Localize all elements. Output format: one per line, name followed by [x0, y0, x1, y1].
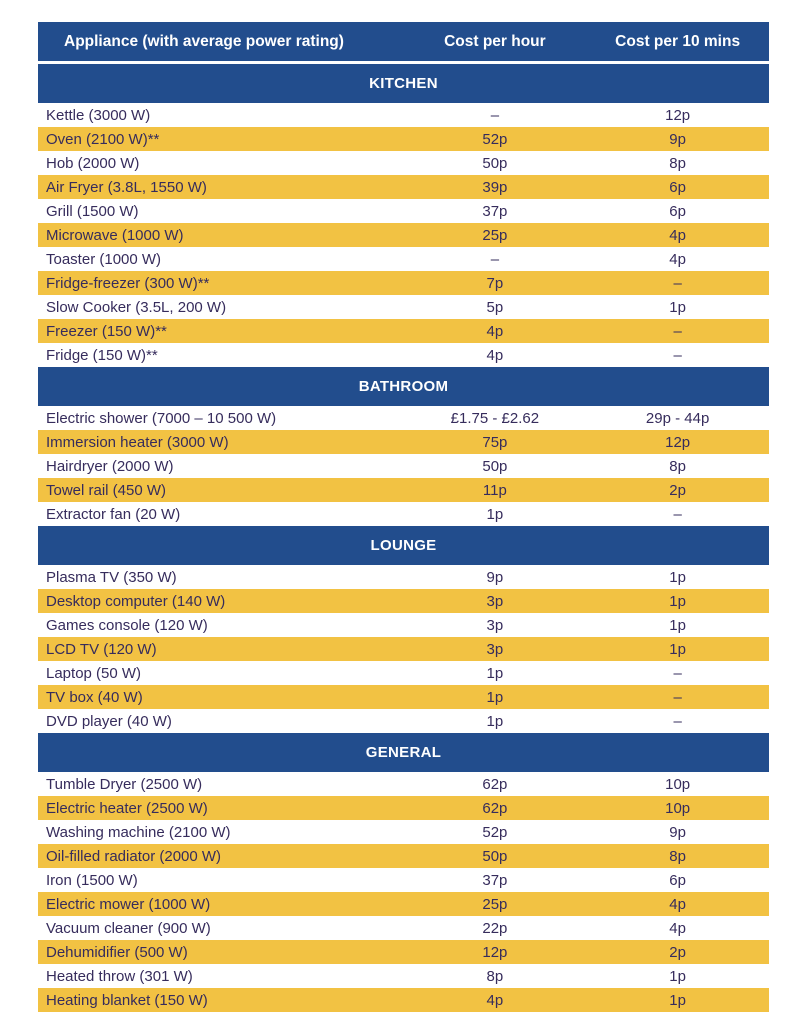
table-row — [38, 478, 769, 502]
appliance-table-body — [38, 64, 769, 1012]
section-header-kitchen: KITCHEN — [38, 64, 769, 103]
cost-per-10-mins-cell: 4p — [669, 226, 686, 244]
cost-per-10-mins-cell: 8p — [669, 457, 686, 475]
cost-per-hour-cell: – — [490, 250, 500, 268]
cost-per-10-mins-cell: – — [673, 505, 682, 523]
cost-per-10-mins-cell: – — [673, 664, 682, 682]
table-row — [38, 964, 769, 988]
cost-per-10-mins-cell: 12p — [665, 433, 691, 451]
appliance-cell: Extractor fan (20 W) — [46, 505, 181, 523]
appliance-cell: Hob (2000 W) — [46, 154, 140, 172]
cost-per-10-mins-cell: 29p - 44p — [645, 409, 710, 427]
appliance-cell: Oven (2100 W)** — [46, 130, 160, 148]
cost-per-hour-cell: 1p — [486, 505, 504, 523]
cost-per-10-mins-cell: 6p — [669, 202, 686, 220]
cost-per-hour-cell: 1p — [486, 712, 504, 730]
appliance-cell: Vacuum cleaner (900 W) — [46, 919, 211, 937]
cost-per-hour-cell: 4p — [486, 991, 504, 1009]
appliance-cell: Fridge-freezer (300 W)** — [46, 274, 210, 292]
table-row — [38, 709, 769, 733]
appliance-cell: Oil-filled radiator (2000 W) — [46, 847, 222, 865]
cost-per-10-mins-cell: – — [673, 322, 682, 340]
appliance-cell: Heated throw (301 W) — [46, 967, 193, 985]
cost-per-10-mins-cell: 6p — [669, 871, 686, 889]
appliance-cell: LCD TV (120 W) — [46, 640, 157, 658]
cost-per-10-mins-cell: 1p — [669, 967, 686, 985]
cost-per-10-mins-cell: 12p — [665, 106, 691, 124]
cost-per-10-mins-cell: 10p — [665, 799, 691, 817]
cost-per-10-mins-cell: 8p — [669, 847, 686, 865]
table-row — [38, 868, 769, 892]
appliance-cell: DVD player (40 W) — [46, 712, 172, 730]
cost-per-hour-cell: 25p — [482, 226, 508, 244]
appliance-cell: Immersion heater (3000 W) — [46, 433, 229, 451]
cost-per-hour-cell: 50p — [482, 847, 508, 865]
table-row — [38, 661, 769, 685]
cost-per-10-mins-cell: 8p — [669, 154, 686, 172]
cost-per-hour-cell: 8p — [486, 967, 504, 985]
cost-per-hour-cell: 52p — [482, 823, 508, 841]
table-row — [38, 343, 769, 367]
cost-per-10-mins-cell: 1p — [669, 991, 686, 1009]
appliance-cell: Microwave (1000 W) — [46, 226, 184, 244]
table-row — [38, 454, 769, 478]
cost-per-10-mins-cell: 2p — [669, 943, 686, 961]
cost-per-10-mins-cell: 10p — [665, 775, 691, 793]
column-header-appliance: Appliance (with average power rating) — [64, 32, 344, 50]
cost-per-hour-cell: 75p — [482, 433, 508, 451]
appliance-cell: Electric shower (7000 – 10 500 W) — [46, 409, 277, 427]
cost-per-hour-cell: 50p — [482, 154, 508, 172]
cost-per-hour-cell: 1p — [486, 664, 504, 682]
cost-per-10-mins-cell: 9p — [669, 130, 686, 148]
cost-per-10-mins-cell: 4p — [669, 895, 686, 913]
cost-per-hour-cell: 37p — [482, 202, 508, 220]
cost-per-hour-cell: 52p — [482, 130, 508, 148]
appliance-cell: Washing machine (2100 W) — [46, 823, 231, 841]
appliance-cell: Air Fryer (3.8L, 1550 W) — [46, 178, 207, 196]
cost-per-hour-cell: 12p — [482, 943, 508, 961]
cost-per-hour-cell: 4p — [486, 346, 504, 364]
cost-per-hour-cell: 5p — [486, 298, 504, 316]
table-row — [38, 271, 769, 295]
cost-per-10-mins-cell: 1p — [669, 592, 686, 610]
appliance-cell: Iron (1500 W) — [46, 871, 138, 889]
table-row — [38, 319, 769, 343]
table-row — [38, 844, 769, 868]
section-header-bathroom: BATHROOM — [38, 367, 769, 406]
table-row — [38, 247, 769, 271]
table-header-row — [38, 22, 769, 61]
table-row — [38, 103, 769, 127]
column-header-cost-per-10-mins: Cost per 10 mins — [615, 32, 741, 50]
table-row — [38, 430, 769, 454]
cost-per-10-mins-cell: 2p — [669, 481, 686, 499]
table-row — [38, 820, 769, 844]
cost-per-10-mins-cell: – — [673, 688, 682, 706]
cost-per-10-mins-cell: 1p — [669, 568, 686, 586]
cost-per-hour-cell: 37p — [482, 871, 508, 889]
cost-per-10-mins-cell: 1p — [669, 640, 686, 658]
section-header-lounge: LOUNGE — [38, 526, 769, 565]
cost-per-10-mins-cell: 4p — [669, 250, 686, 268]
table-row — [38, 892, 769, 916]
table-row — [38, 406, 769, 430]
appliance-cell: Dehumidifier (500 W) — [46, 943, 188, 961]
cost-per-hour-cell: 22p — [482, 919, 508, 937]
appliance-cell: Grill (1500 W) — [46, 202, 139, 220]
table-row — [38, 502, 769, 526]
cost-per-10-mins-cell: – — [673, 346, 682, 364]
table-row — [38, 151, 769, 175]
table-row — [38, 940, 769, 964]
cost-per-hour-cell: 11p — [482, 481, 507, 499]
table-row — [38, 772, 769, 796]
appliance-cell: Toaster (1000 W) — [46, 250, 162, 268]
cost-per-hour-cell: 3p — [486, 616, 504, 634]
cost-per-hour-cell: 9p — [486, 568, 504, 586]
cost-per-10-mins-cell: 9p — [669, 823, 686, 841]
appliance-cell: Fridge (150 W)** — [46, 346, 158, 364]
cost-per-hour-cell: 50p — [482, 457, 508, 475]
table-row — [38, 127, 769, 151]
table-row — [38, 988, 769, 1012]
cost-per-10-mins-cell: 4p — [669, 919, 686, 937]
cost-per-hour-cell: 62p — [482, 775, 508, 793]
appliance-cell: Freezer (150 W)** — [46, 322, 167, 340]
appliance-cell: Plasma TV (350 W) — [46, 568, 177, 586]
appliance-cell: Towel rail (450 W) — [46, 481, 167, 499]
appliance-cell: Electric heater (2500 W) — [46, 799, 208, 817]
cost-per-hour-cell: 4p — [486, 322, 504, 340]
cost-per-hour-cell: 3p — [486, 640, 504, 658]
table-row — [38, 295, 769, 319]
table-row — [38, 223, 769, 247]
table-row — [38, 589, 769, 613]
cost-per-10-mins-cell: 1p — [669, 298, 686, 316]
cost-per-hour-cell: 3p — [486, 592, 504, 610]
cost-per-hour-cell: 25p — [482, 895, 508, 913]
cost-per-hour-cell: 39p — [482, 178, 508, 196]
cost-per-hour-cell: 1p — [486, 688, 504, 706]
cost-per-10-mins-cell: 1p — [669, 616, 686, 634]
table-row — [38, 685, 769, 709]
appliance-cost-table — [38, 22, 769, 1012]
cost-per-hour-cell: – — [490, 106, 500, 124]
cost-per-10-mins-cell: – — [673, 712, 682, 730]
appliance-cell: Kettle (3000 W) — [46, 106, 151, 124]
appliance-cell: Tumble Dryer (2500 W) — [46, 775, 203, 793]
section-header-general: GENERAL — [38, 733, 769, 772]
column-header-cost-per-hour: Cost per hour — [444, 32, 546, 50]
cost-per-hour-cell: 62p — [482, 799, 508, 817]
appliance-cell: Desktop computer (140 W) — [46, 592, 226, 610]
appliance-cell: Heating blanket (150 W) — [46, 991, 208, 1009]
appliance-cell: Electric mower (1000 W) — [46, 895, 211, 913]
table-row — [38, 637, 769, 661]
cost-per-10-mins-cell: – — [673, 274, 682, 292]
table-row — [38, 199, 769, 223]
appliance-cell: TV box (40 W) — [46, 688, 143, 706]
table-row — [38, 175, 769, 199]
appliance-cell: Hairdryer (2000 W) — [46, 457, 174, 475]
table-row — [38, 565, 769, 589]
cost-per-10-mins-cell: 6p — [669, 178, 686, 196]
table-row — [38, 796, 769, 820]
table-row — [38, 916, 769, 940]
cost-per-hour-cell: £1.75 - £2.62 — [450, 409, 540, 427]
appliance-cell: Slow Cooker (3.5L, 200 W) — [46, 298, 227, 316]
cost-per-hour-cell: 7p — [486, 274, 504, 292]
appliance-cell: Laptop (50 W) — [46, 664, 142, 682]
appliance-cell: Games console (120 W) — [46, 616, 208, 634]
table-row — [38, 613, 769, 637]
